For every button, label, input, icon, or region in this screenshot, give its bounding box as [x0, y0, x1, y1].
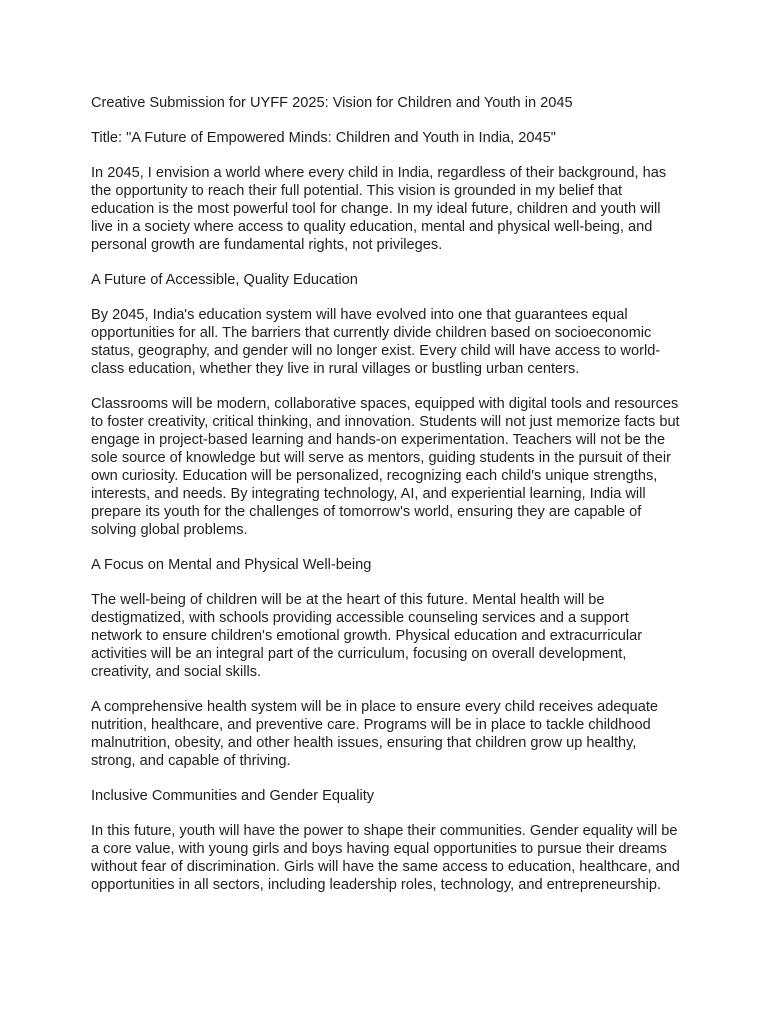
inclusion-paragraph-1: In this future, youth will have the power to shape their communities. Gender equality will be a core value, with young girls and boys having equal opportunities to pursue their dreams without fear of discrimination. Girls will have the same access to education, healthcare, and opportunities in all sectors, including leadership roles, technology, and entrepreneurship.: [91, 823, 680, 893]
intro-paragraph: In 2045, I envision a world where every child in India, regardless of their background, has the opportunity to reach their full potential. This vision is grounded in my belief that education is the most powerful tool for change. In my ideal future, children and youth will live in a society where access to quality education, mental and physical well-being, and personal growth are fundamental rights, not privileges.: [91, 165, 667, 253]
section-heading-inclusion: Inclusive Communities and Gender Equality: [91, 788, 375, 804]
section-heading-education: A Future of Accessible, Quality Education: [91, 272, 358, 288]
wellbeing-paragraph-1: The well-being of children will be at the heart of this future. Mental health will be destigmatized, with schools providing accessible counseling services and a support network to ensure children's emotional growth. Physical education and extracurricular activities will be an integral part of the curriculum, focusing on overall development, creativity, and social skills.: [91, 592, 643, 680]
section-heading-wellbeing: A Focus on Mental and Physical Well-being: [91, 557, 372, 573]
document-page: [91, 94, 681, 911]
education-paragraph-1: By 2045, India's education system will have evolved into one that guarantees equal opportunities for all. The barriers that currently divide children based on socioeconomic status, geography, and gender will no longer exist. Every child will have access to world-class education, whether they live in rural villages or bustling urban centers.: [91, 307, 661, 377]
education-paragraph-2: Classrooms will be modern, collaborative spaces, equipped with digital tools and resources to foster creativity, critical thinking, and innovation. Students will not just memorize facts but engage in project-based learning and hands-on experimentation. Teachers will not be the sole source of knowledge but will serve as mentors, guiding students in the pursuit of their own curiosity. Education will be personalized, recognizing each child's unique strengths, interests, and needs. By integrating technology, AI, and experiential learning, India will prepare its youth for the challenges of tomorrow's world, ensuring they are capable of solving global problems.: [91, 396, 680, 538]
wellbeing-paragraph-2: A comprehensive health system will be in place to ensure every child receives adequate nutrition, healthcare, and preventive care. Programs will be in place to tackle childhood malnutrition, obesity, and other health issues, ensuring that children grow up healthy, strong, and capable of thriving.: [91, 699, 659, 769]
document-title: Title: "A Future of Empowered Minds: Children and Youth in India, 2045": [91, 130, 556, 146]
submission-line: Creative Submission for UYFF 2025: Vision for Children and Youth in 2045: [91, 95, 573, 111]
